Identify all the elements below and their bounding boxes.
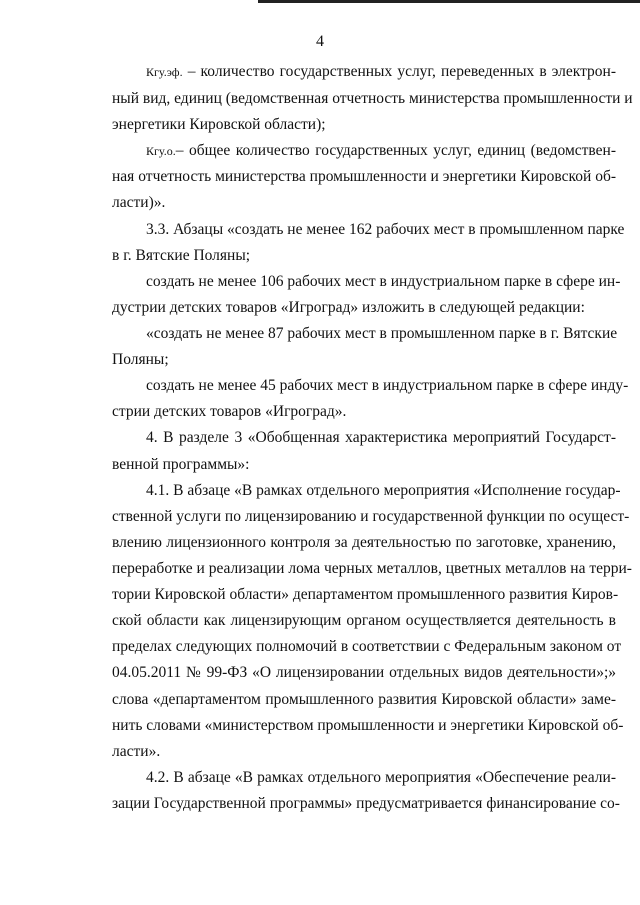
text-line: создать не менее 106 рабочих мест в индустриальном парке в сфере ин- xyxy=(146,273,621,290)
text-line: стрии детских товаров «Игроград». xyxy=(112,403,347,420)
text-line: 04.05.2011 № 99-ФЗ «О лицензировании отдельных видов деятельности»;» xyxy=(112,664,616,681)
text-line: слова «департаментом промышленного развития Кировской области» заме- xyxy=(112,691,616,708)
text-line: 4.1. В абзаце «В рамках отдельного мероприятия «Исполнение государ- xyxy=(146,482,621,499)
text-line: ласти)». xyxy=(112,194,166,211)
text-line: переработке и реализации лома черных металлов, цветных металлов на терри- xyxy=(112,560,632,577)
text-line: Кгу.эф. – количество государственных услуг, переведенных в электрон- xyxy=(146,63,616,80)
text-line: 3.3. Абзацы «создать не менее 162 рабочих мест в промышленном парке xyxy=(146,221,625,238)
text-line: тории Кировской области» департаментом промышленного развития Киров- xyxy=(112,586,619,603)
top-rule xyxy=(258,0,640,3)
text-line: Поляны; xyxy=(112,351,169,368)
text-line: дустрии детских товаров «Игроград» изложить в следующей редакции: xyxy=(112,299,585,316)
text-line: пределах следующих полномочий в соответствии с Федеральным законом от xyxy=(112,638,622,655)
text-line: 4.2. В абзаце «В рамках отдельного мероприятия «Обеспечение реали- xyxy=(146,769,616,786)
text-line: «создать не менее 87 рабочих мест в промышленном парке в г. Вятские xyxy=(146,325,618,342)
page-number: 4 xyxy=(316,33,324,50)
text-line: влению лицензионного контроля за деятельностью по заготовке, хранению, xyxy=(112,534,616,551)
text-line: нить словами «министерством промышленности и энергетики Кировской об- xyxy=(112,717,624,734)
formula-symbol: Кгу.о. xyxy=(146,144,176,158)
text-line: Кгу.о.– общее количество государственных услуг, единиц (ведомствен- xyxy=(146,142,616,159)
text-line: 4. В разделе 3 «Обобщенная характеристика мероприятий Государст- xyxy=(146,429,616,446)
text-line: энергетики Кировской области); xyxy=(112,116,326,133)
text-line: зации Государственной программы» предусматривается финансирование со- xyxy=(112,795,620,812)
text-line: ная отчетность министерства промышленности и энергетики Кировской об- xyxy=(112,168,616,185)
formula-symbol: Кгу.эф. xyxy=(146,65,183,79)
text-line: ласти». xyxy=(112,743,161,760)
text-line: венной программы»: xyxy=(112,456,250,473)
text-line: создать не менее 45 рабочих мест в индустриальном парке в сфере инду- xyxy=(146,377,629,394)
text-line: ный вид, единиц (ведомственная отчетность министерства промышленности и xyxy=(112,90,633,107)
text-line: в г. Вятские Поляны; xyxy=(112,247,251,264)
text-line: ской области как лицензирующим органом осуществляется деятельность в xyxy=(112,612,616,629)
text-line: ственной услуги по лицензированию и государственной функции по осущест- xyxy=(112,508,630,525)
